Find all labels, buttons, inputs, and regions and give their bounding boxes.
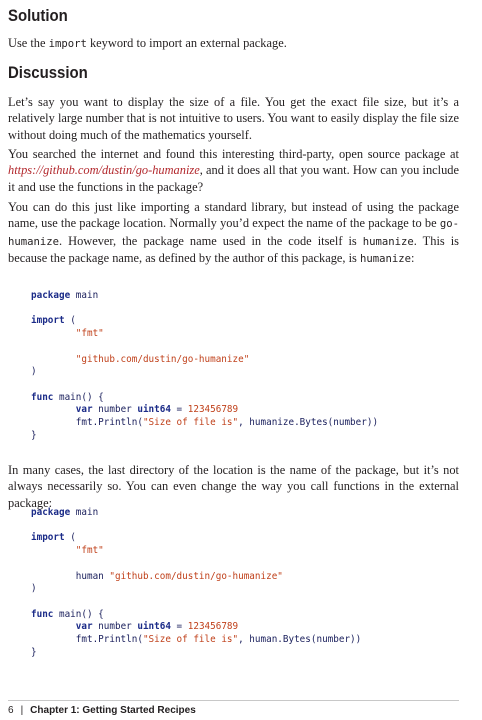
close-brace: } [31,429,37,441]
discussion-paragraph-3 [8,199,459,268]
func-signature: main() { [53,608,104,620]
print-call: fmt.Println( [75,417,143,429]
inline-code-import: import [48,38,87,50]
assign-operator: = [170,404,188,416]
page-footer [8,705,196,716]
type-uint64: uint64 [137,621,171,633]
footer-divider [8,700,459,701]
inline-code-humanize: humanize [362,235,414,248]
code-block-2 [31,507,361,659]
keyword-var: var [75,621,93,633]
solution-text-end: keyword to import an external package. [86,36,287,50]
var-name: number [92,404,138,416]
discussion-paragraph-2 [8,146,459,195]
string-fmt: "fmt" [75,545,104,557]
go-humanize-link[interactable]: https://github.com/dustin/go-humanize [8,163,200,178]
var-name: number [92,621,138,633]
paragraph-2-start: You searched the internet and found this interesting third-party, open source package at [8,147,459,161]
chapter-title: Chapter 1: Getting Started Recipes [30,705,196,716]
paragraph-3-part-b: . However, the package name used in the code itself is [59,233,363,248]
print-args: , human.Bytes(number)) [238,634,362,646]
number-literal: 123456789 [187,621,239,633]
keyword-package: package [31,507,71,518]
type-uint64: uint64 [137,404,171,416]
close-brace: } [31,646,37,658]
code-block-1 [31,290,378,442]
discussion-paragraph-1: Let’s say you want to display the size of a file. You get the exact file size, but it’s a relatively large number that is not intuitive to users. You want to easily display the file size without doing much of the mathematics yourself. [8,95,459,142]
indent [31,571,76,582]
paragraph-3-part-d: : [411,251,415,266]
paragraph-3-part-c: . This is because the package name, as defined by the author of this package, is [8,233,459,266]
string-humanize-path: "github.com/dustin/go-humanize" [109,570,283,582]
number-literal: 123456789 [187,404,239,416]
indent [31,354,76,365]
paragraph-3-part-a: You can do this just like importing a standard library, but instead of using the package name, use the package location. Normally you’d expect the name of the package to be [8,200,459,231]
import-close-paren: ) [31,583,37,595]
solution-text-start: Use the [8,36,49,50]
paragraph-2-end: , and it does all that you want. How can you include it and use the functions in the package? [8,163,459,194]
inline-code-go-humanize: go-humanize [8,218,459,248]
indent [31,404,76,415]
import-open-paren: ( [64,532,76,544]
keyword-import: import [31,315,65,327]
discussion-paragraph-4: In many cases, the last directory of the location is the name of the package, but it’s not always necessarily so. You can even change the way you call functions in the external package: [8,463,459,510]
indent [31,328,76,339]
import-close-paren: ) [31,366,37,378]
keyword-var: var [75,404,93,416]
keyword-import: import [31,532,65,544]
solution-heading: Solution [8,6,68,25]
string-size-of-file: "Size of file is" [142,634,239,646]
func-signature: main() { [53,391,104,403]
keyword-func: func [31,391,54,403]
solution-text [8,35,459,52]
import-alias: human [75,570,110,582]
keyword-package: package [31,290,71,301]
discussion-heading: Discussion [8,63,88,82]
inline-code-humanize-2: humanize [359,253,411,266]
package-name: main [70,290,99,301]
assign-operator: = [170,621,188,633]
page-number: 6 [8,705,14,716]
indent [31,545,76,556]
indent [31,417,76,428]
footer-separator: | [20,705,24,716]
string-fmt: "fmt" [75,328,104,340]
import-open-paren: ( [64,315,76,327]
indent [31,634,76,645]
package-name: main [70,507,99,518]
print-call: fmt.Println( [75,634,143,646]
print-args: , humanize.Bytes(number)) [238,417,379,429]
string-size-of-file: "Size of file is" [142,417,239,429]
keyword-func: func [31,608,54,620]
indent [31,621,76,632]
string-humanize-path: "github.com/dustin/go-humanize" [75,353,250,365]
